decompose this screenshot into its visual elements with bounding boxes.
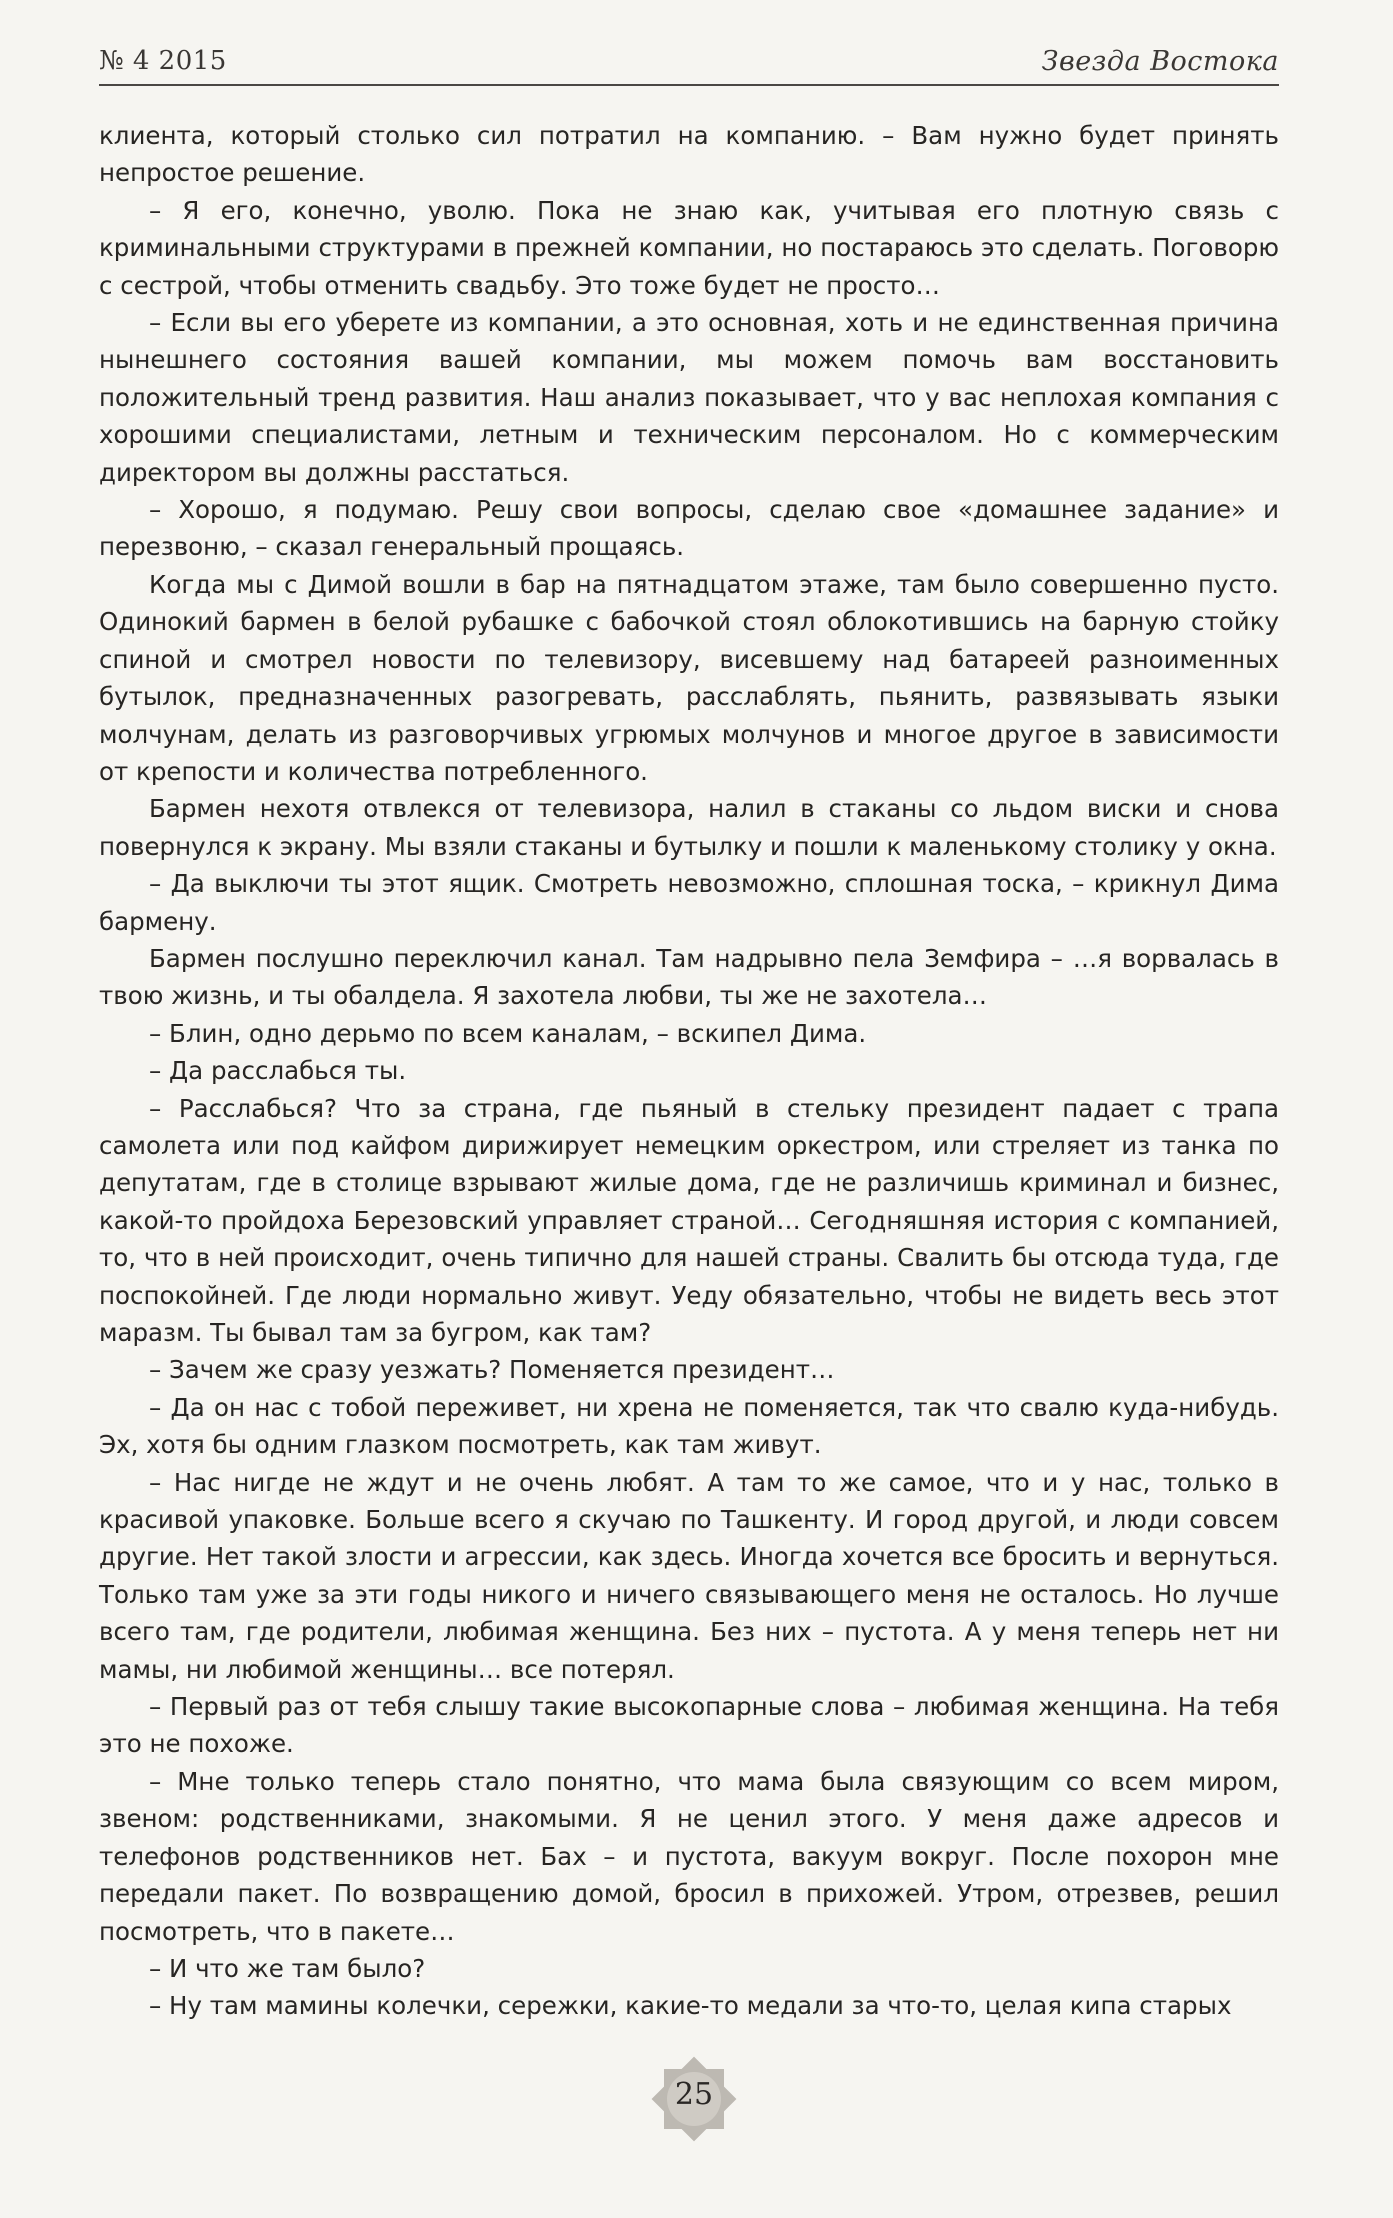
page-number-ornament bbox=[648, 2053, 740, 2145]
paragraph: – Ну там мамины колечки, сережки, какие-то медали за что-то, целая кипа старых bbox=[149, 1991, 1232, 2021]
body-text bbox=[99, 117, 1279, 2025]
paragraph: – Да выключи ты этот ящик. Смотреть невозможно, сплошная тоска, – крикнул Дима бармену. bbox=[99, 869, 1279, 936]
paragraph: – Первый раз от тебя слышу такие высокопарные слова – любимая женщина. На тебя это не похоже. bbox=[99, 1692, 1279, 1759]
paragraph: – Мне только теперь стало понятно, что мама была связующим со всем миром, звеном: родственниками, знакомыми. Я не ценил этого. У меня даже адресов и телефонов родственников нет. Бах – и пустота, вакуум вокруг. После похорон мне передали пакет. По возвращению домой, бросил в прихожей. Утром, отрезвев, решил посмотреть, что в пакете… bbox=[99, 1766, 1279, 1946]
paragraph: Бармен нехотя отвлекся от телевизора, налил в стаканы со льдом виски и снова повернулся к экрану. Мы взяли стаканы и бутылку и пошли к маленькому столику у окна. bbox=[99, 794, 1279, 861]
paragraph: – Да расслабься ты. bbox=[149, 1056, 407, 1086]
page-number: 25 bbox=[674, 2077, 714, 2112]
paragraph: Бармен послушно переключил канал. Там надрывно пела Земфира – …я ворвалась в твою жизнь, и ты обалдела. Я захотела любви, ты же не захотела… bbox=[99, 943, 1279, 1011]
paragraph: – Расслабься? Что за страна, где пьяный в стельку президент падает с трапа самолета или под кайфом дирижирует немецким оркестром, или стреляет из танка по депутатам, где в столице взрывают жилые дома, где не различишь криминал и бизнес, какой-то пройдоха Березовский управляет страной… Сегодняшняя история с компанией, то, что в ней происходит, очень типично для нашей страны. Свалить бы отсюда туда, где поспокойней. Где люди нормально живут. Уеду обязательно, чтобы не видеть весь этот маразм. Ты бывал там за бугром, как там? bbox=[99, 1093, 1279, 1347]
paragraph: – Если вы его уберете из компании, а это основная, хоть и не единственная причина нынешнего состояния вашей компании, мы можем помочь вам восстановить положительный тренд развития. Наш анализ показывает, что у вас неплохая компания с хорошими специалистами, летным и техническим персоналом. Но с коммерческим директором вы должны расстаться. bbox=[99, 308, 1279, 487]
paragraph: – И что же там было? bbox=[149, 1953, 426, 1983]
paragraph: – Да он нас с тобой переживет, ни хрена не поменяется, так что свалю куда-нибудь. Эх, хотя бы одним глазком посмотреть, как там живут. bbox=[99, 1392, 1279, 1460]
paragraph: – Нас нигде не ждут и не очень любят. А там то же самое, что и у нас, только в красивой упаковке. Больше всего я скучаю по Ташкенту. И город другой, и люди совсем другие. Нет такой злости и агрессии, как здесь. Иногда хочется все бросить и вернуться. Только там уже за эти годы никого и ничего связывающего меня не осталось. Но лучше всего там, где родители, любимая женщина. Без них – пустота. А у меня теперь нет ни мамы, ни любимой женщины… все потерял. bbox=[99, 1467, 1279, 1684]
running-header bbox=[99, 44, 1279, 86]
paragraph: клиента, который столько сил потратил на компанию. – Вам нужно будет принять непростое решение. bbox=[99, 121, 1279, 188]
journal-title: Звезда Востока bbox=[1041, 46, 1279, 77]
paragraph: – Хорошо, я подумаю. Решу свои вопросы, сделаю свое «домашнее задание» и перезвоню, – сказал генеральный прощаясь. bbox=[99, 495, 1279, 562]
paragraph: – Блин, одно дерьмо по всем каналам, – вскипел Дима. bbox=[149, 1018, 867, 1048]
issue-number: № 4 2015 bbox=[99, 46, 227, 76]
paragraph: – Зачем же сразу уезжать? Поменяется президент… bbox=[149, 1355, 835, 1385]
paragraph: Когда мы с Димой вошли в бар на пятнадцатом этаже, там было совершенно пусто. Одинокий бармен в белой рубашке с бабочкой стоял облокотившись на барную стойку спиной и смотрел новости по телевизору, висевшему над батареей разноименных бутылок, предназначенных разогревать, расслаблять, пьянить, развязывать языки молчунам, делать из разговорчивых угрюмых молчунов и многое другое в зависимости от крепости и количества потребленного. bbox=[99, 569, 1279, 786]
paragraph: – Я его, конечно, уволю. Пока не знаю как, учитывая его плотную связь с криминальными структурами в прежней компании, но постараюсь это сделать. Поговорю с сестрой, чтобы отменить свадьбу. Это тоже будет не просто… bbox=[99, 195, 1279, 300]
